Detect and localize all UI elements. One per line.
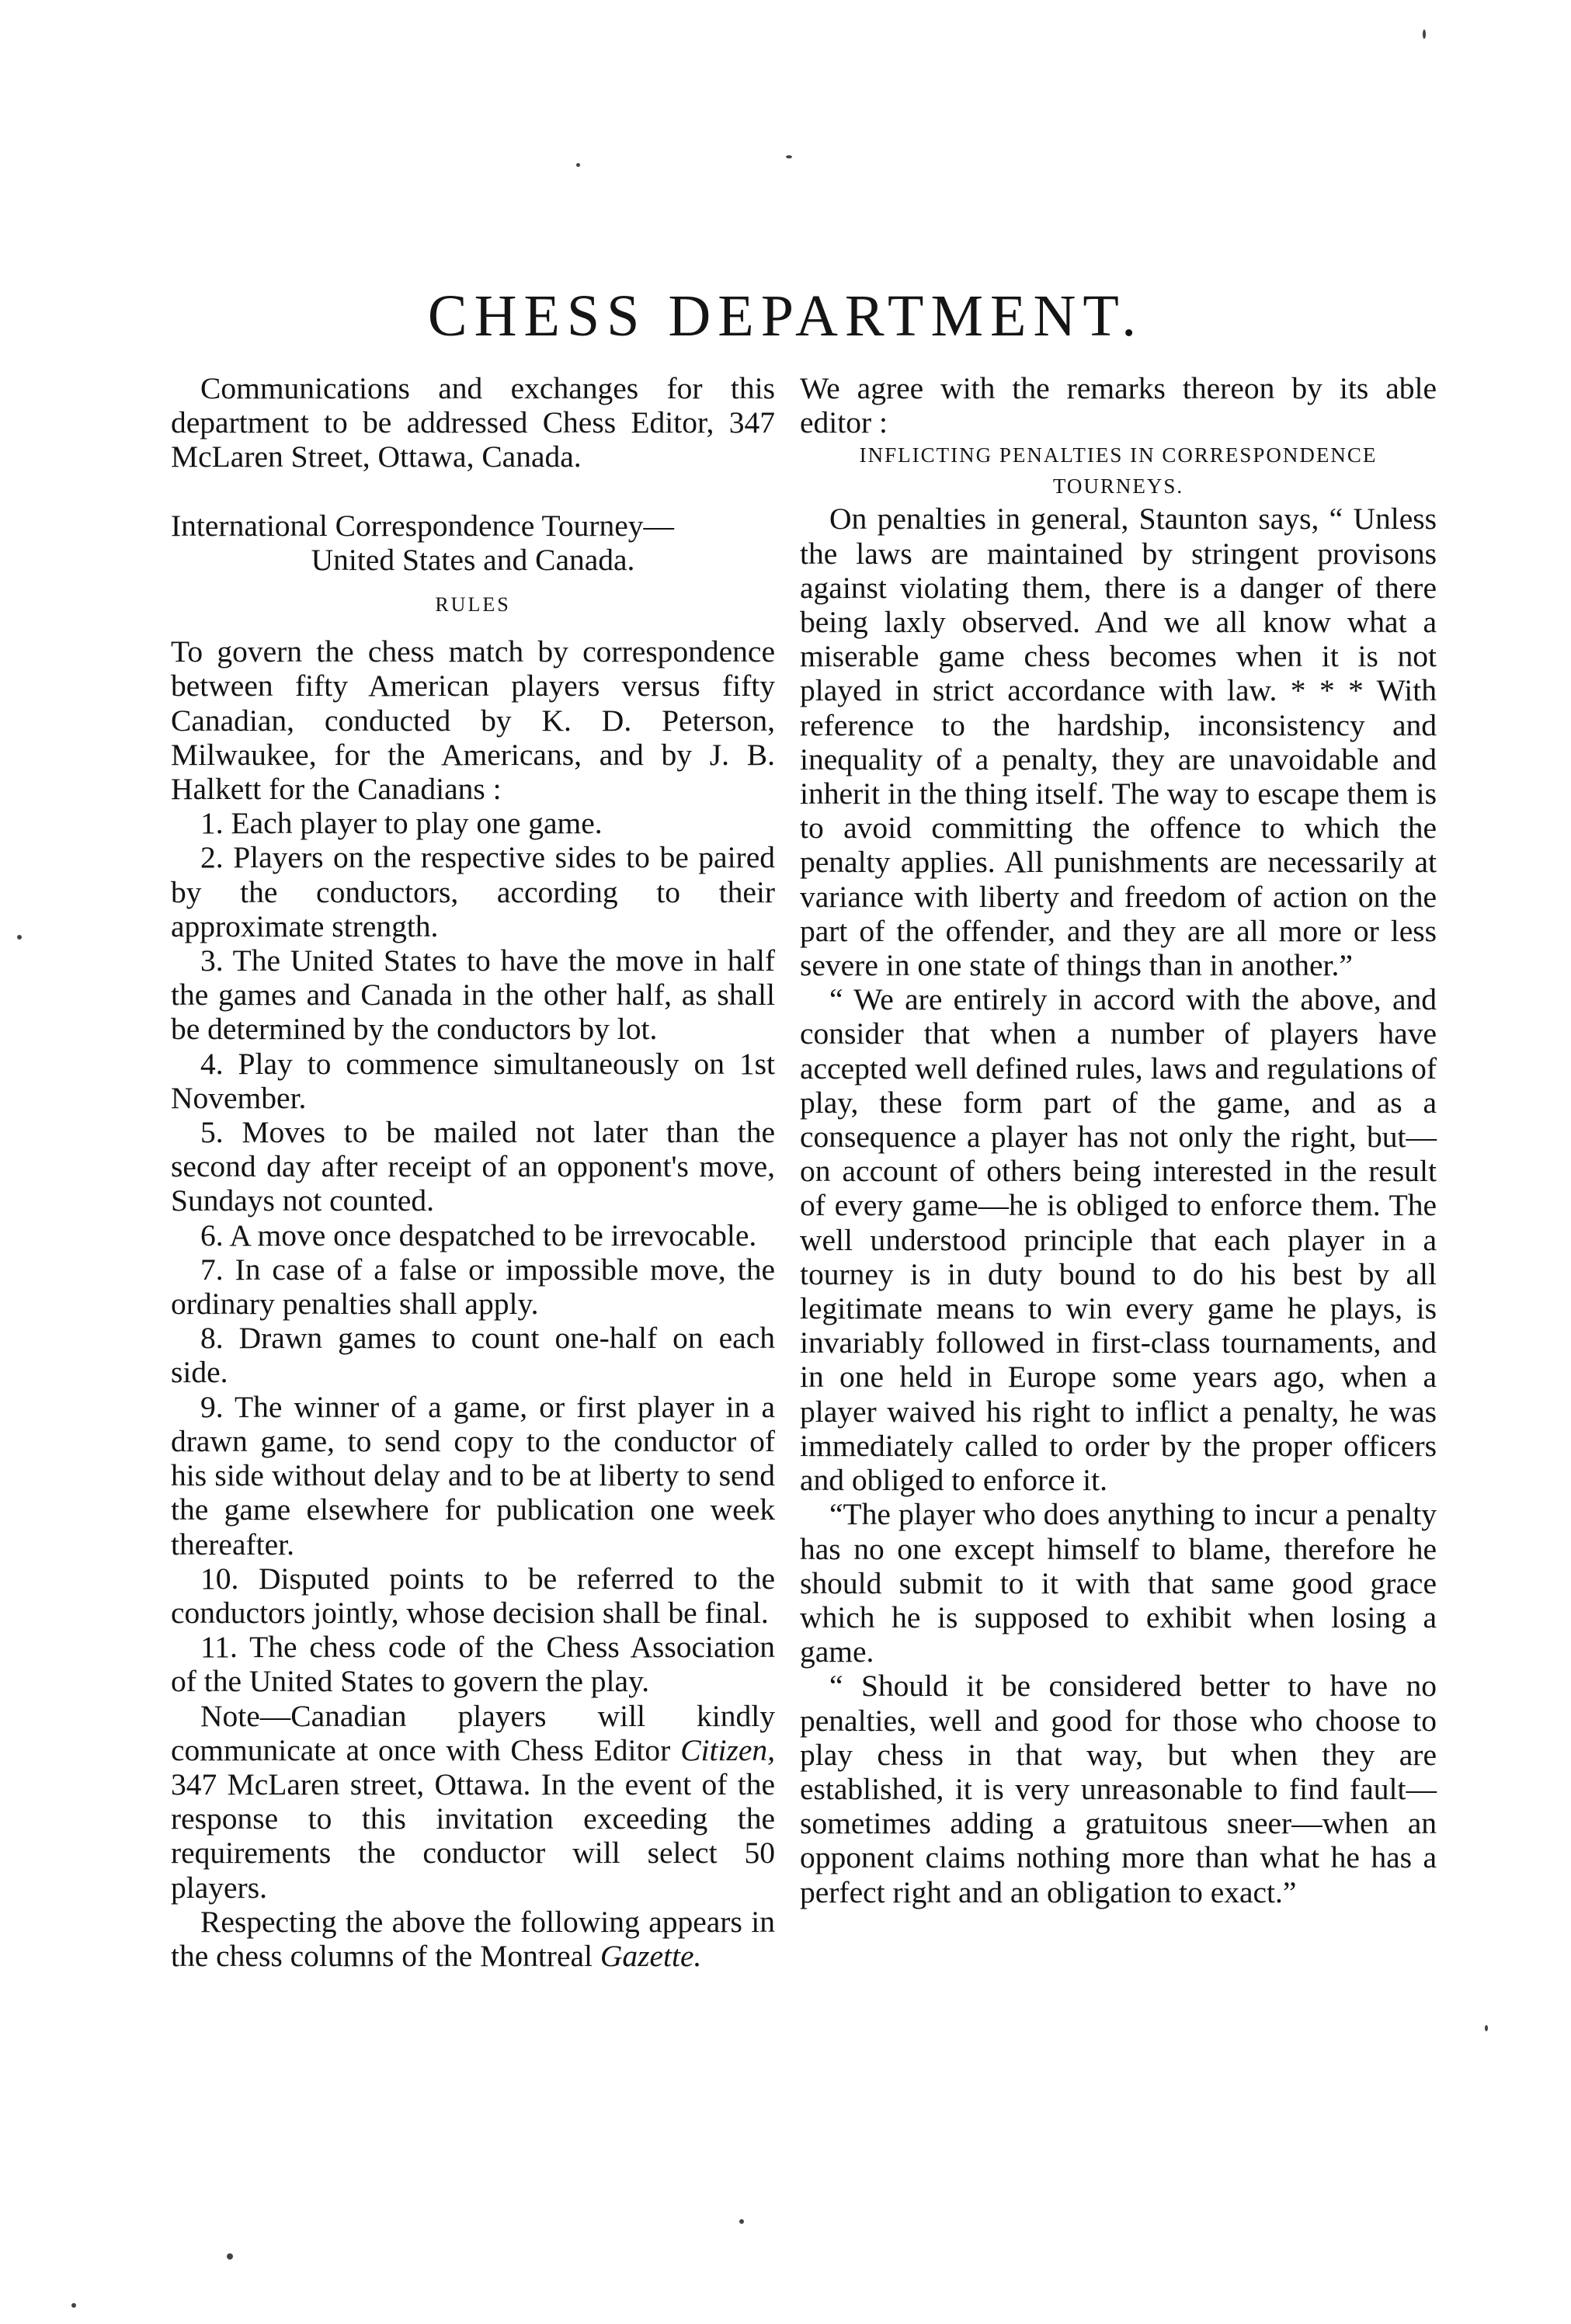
rule-item: 1. Each player to play one game. <box>200 806 603 841</box>
respecting-paragraph <box>171 1905 775 1973</box>
body-paragraph: “ We are entirely in accord with the above, and consider that when a number of players have accepted well defined rules, laws and regulations of play, these form part of the game, and as a consequence a player has not only the right, but—on account of others being interested in the result of every game—he is obliged to enforce them. The well understood principle that each player in a tourney is in duty bound to do his best by all legitimate means to win every game he plays, is invariably followed in first-class tournaments, and in one held in Europe some years ago, when a player waived his right to inflict a penalty, he was immediately called to order by the proper officers and obliged to enforce it. <box>800 982 1437 1498</box>
right-column <box>800 371 1437 1909</box>
scan-speck <box>576 163 580 167</box>
scan-speck <box>1423 30 1426 39</box>
scan-speck <box>1485 2025 1488 2031</box>
section-title-line1: International Correspondence Tourney— <box>171 508 675 543</box>
body-paragraph: On penalties in general, Staunton says, “ Unless the laws are maintained by stringent provisons against violating them, there is a danger of there being laxly observed. And we all know what a miserable game chess becomes when it is not played in strict accordance with law. * * * With reference to the hardship, inconsistency and inequality of a penalty, they are unavoidable and inherit in the thing itself. The way to escape them is to avoid committing the offence to which the penalty applies. All punishments are necessarily at variance with liberty and freedom of action on the part of the offender, and they are all more or less severe in one state of things than in another.” <box>800 502 1437 983</box>
left-column <box>171 371 775 1973</box>
rule-item: 3. The United States to have the move in half the games and Canada in the other half, as shall be determined by the conductors by lot. <box>171 943 775 1047</box>
penalties-subheading: INFLICTING PENALTIES IN CORRESPONDENCE TOURNEYS. <box>859 443 1378 498</box>
continuation-text: We agree with the remarks thereon by its able editor : <box>800 371 1437 440</box>
rule-item: 7. In case of a false or impossible move, the ordinary penalties shall apply. <box>171 1252 775 1322</box>
note-newspaper-name: Citizen, <box>680 1732 775 1767</box>
rule-item: 2. Players on the respective sides to be paired by the conductors, according to their approximate strength. <box>171 840 775 943</box>
scan-speck <box>17 935 22 940</box>
rule-item: 11. The chess code of the Chess Association of the United States to govern the play. <box>171 1630 775 1699</box>
rules-heading: RULES <box>435 593 511 617</box>
rules-preamble: To govern the chess match by correspondence between fifty American players versus fifty Canadian, conducted by K. D. Peterson, Milwaukee, for the Americans, and by J. B. Halkett for the Canadians : <box>171 634 775 807</box>
rule-item: 4. Play to commence simultaneously on 1st November. <box>171 1046 775 1115</box>
body-paragraph: “The player who does anything to incur a penalty has no one except himself to blame, therefore he should submit to it with that same good grace which he is supposed to exhibit when losing a game. <box>800 1497 1437 1669</box>
page-title: CHESS DEPARTMENT. <box>427 283 1144 349</box>
rule-item: 9. The winner of a game, or first player in a drawn game, to send copy to the conductor of his side without delay and to be at liberty to send the game elsewhere for publication one week thereafter. <box>171 1389 775 1561</box>
body-paragraph: “ Should it be considered better to have no penalties, well and good for those who choose to play chess in that way, but when they are established, it is very unreasonable to find fault—sometimes adding a gratuitous sneer—when an opponent claims nothing more than what he has a perfect right and an obligation to exact.” <box>800 1669 1437 1909</box>
rule-item: 6. A move once despatched to be irrevocable. <box>200 1218 757 1252</box>
scan-speck <box>227 2253 233 2260</box>
scan-speck <box>739 2219 744 2224</box>
note-paragraph <box>171 1699 775 1905</box>
scan-speck <box>71 2303 76 2308</box>
rule-item: 8. Drawn games to count one-half on each side. <box>171 1321 775 1390</box>
rule-item: 10. Disputed points to be referred to the conductors jointly, whose decision shall be final. <box>171 1561 775 1630</box>
intro-paragraph: Communications and exchanges for this department to be addressed Chess Editor, 347 McLaren Street, Ottawa, Canada. <box>171 371 775 474</box>
note-text-after: 347 McLaren street, Ottawa. In the event of the response to this invitation exceeding the requirements the conductor will select 50 players. <box>171 1766 775 1905</box>
scan-speck <box>786 155 792 158</box>
note-text-before: Note—Canadian players will kindly communicate at once with Chess Editor <box>171 1698 775 1767</box>
gazette-name: Gazette. <box>600 1938 702 1973</box>
section-title-line2: United States and Canada. <box>311 542 635 577</box>
respecting-text: Respecting the above the following appears in the chess columns of the Montreal <box>171 1904 775 1973</box>
rule-item: 5. Moves to be mailed not later than the second day after receipt of an opponent's move, Sundays not counted. <box>171 1115 775 1218</box>
